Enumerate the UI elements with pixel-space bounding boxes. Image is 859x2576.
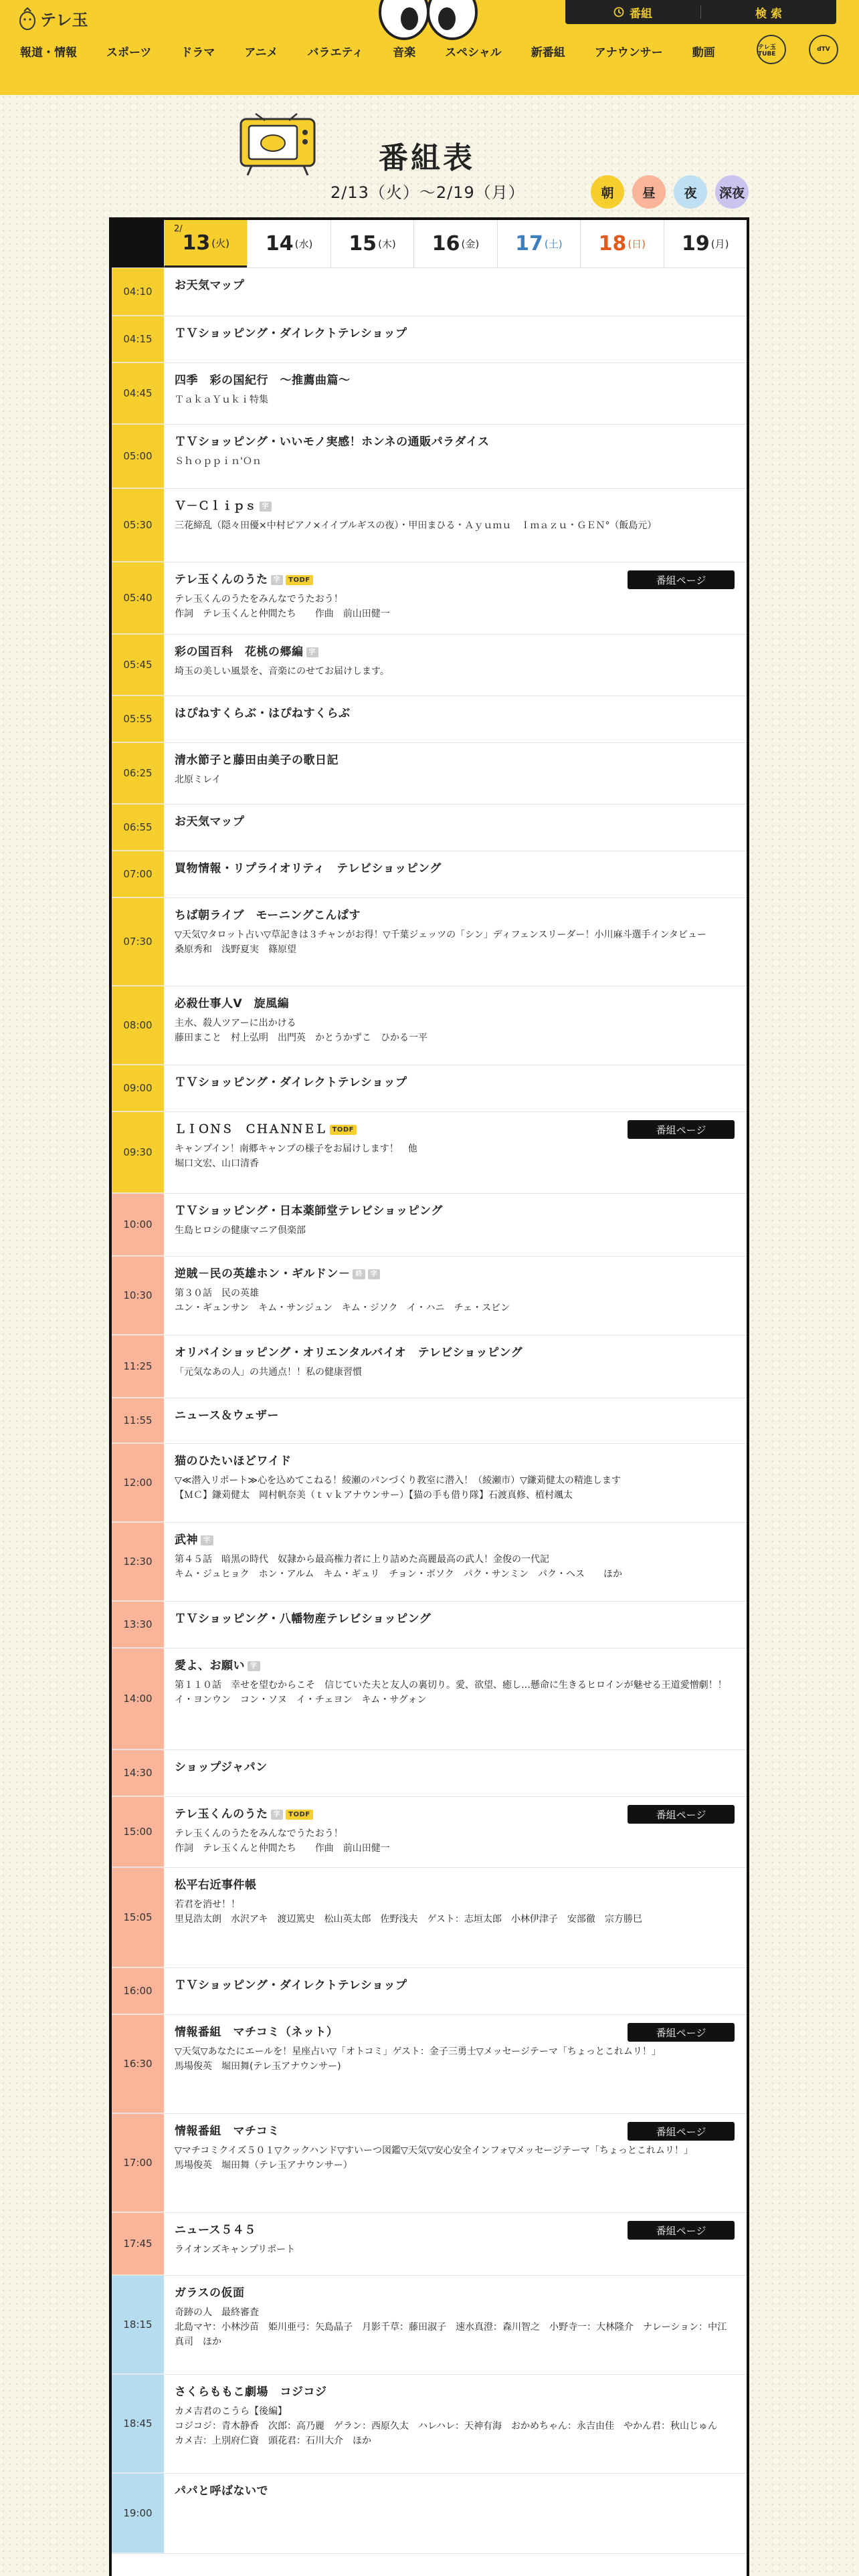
program-title-line xyxy=(175,1658,736,1674)
program-info xyxy=(164,1065,747,1111)
search-link-label: 検 索 xyxy=(755,7,782,21)
program-description: ▽天気▽タロット占い▽草記きは３チャンがお得！▽千葉ジェッツの「シン」ディフェンスリーダー！小川麻斗選手インタビュー xyxy=(175,930,706,940)
program-time: 06:55 xyxy=(112,804,164,851)
program-title[interactable]: テレ玉くんのうた xyxy=(175,1808,268,1821)
program-row[interactable] xyxy=(112,1868,747,1968)
program-title-line xyxy=(175,372,736,389)
program-info xyxy=(164,489,747,562)
program-badge: 終 xyxy=(353,1269,365,1279)
nav-item-announcers[interactable]: アナウンサー xyxy=(594,46,663,60)
program-title[interactable]: ＴＶショッピング・ダイレクトテレショップ xyxy=(175,327,407,340)
program-description: 若君を消せ！！ xyxy=(175,1899,240,1910)
program-row[interactable] xyxy=(112,2213,747,2276)
program-info xyxy=(164,804,747,851)
program-badge: 字 xyxy=(368,1269,381,1279)
program-title-line xyxy=(175,1075,736,1091)
program-time: 13:30 xyxy=(112,1602,164,1648)
program-time: 10:30 xyxy=(112,1257,164,1335)
program-time: 08:00 xyxy=(112,986,164,1065)
program-row[interactable] xyxy=(112,804,747,851)
weekday: (月) xyxy=(710,238,729,250)
program-row[interactable] xyxy=(112,696,747,743)
program-info xyxy=(164,986,747,1065)
program-time: 11:25 xyxy=(112,1335,164,1398)
day-tab-17[interactable] xyxy=(497,220,580,267)
program-title[interactable]: ＴＶショッピング・いいモノ実感！ホンネの通販パラダイス xyxy=(175,435,490,449)
program-description: 三花締乱（隠々田優×中村ピアノ×イイブルギスの夜）・甲田まひる・Ａｙｕｍｕ Ｉｍａｚｕ・ＧＥＮ°（飯島元） xyxy=(175,520,657,531)
program-time: 09:30 xyxy=(112,1112,164,1193)
tv-mascot-icon xyxy=(235,112,322,177)
program-title-line xyxy=(175,2384,736,2400)
program-info xyxy=(164,1648,747,1749)
program-title-line xyxy=(175,1877,736,1893)
program-badge: TODF xyxy=(286,1810,312,1820)
program-cast: ユン・ギュンサン キム・サンジュン キム・ジソク イ・ハニ チェ・スビン xyxy=(175,1303,510,1313)
page-title: 番組表 xyxy=(379,141,475,175)
program-title[interactable]: 逆賊－民の英雄ホン・ギルドン－ xyxy=(175,1267,351,1281)
program-time: 18:15 xyxy=(112,2276,164,2374)
program-list xyxy=(112,268,747,2554)
program-description: ＴａｋａＹｕｋｉ特集 xyxy=(175,395,268,405)
program-title-line xyxy=(175,996,736,1012)
program-title[interactable]: 愛よ、お願い xyxy=(175,1659,245,1673)
program-info xyxy=(164,316,747,362)
header-zigzag-edge xyxy=(0,84,859,98)
program-row[interactable] xyxy=(112,1194,747,1257)
program-title-line xyxy=(175,326,736,342)
program-title-line xyxy=(175,278,736,294)
program-row[interactable] xyxy=(112,1968,747,2015)
search-link[interactable] xyxy=(701,0,836,24)
tube-link[interactable]: テレ玉TUBE xyxy=(757,35,786,64)
program-info xyxy=(164,743,747,804)
program-row[interactable] xyxy=(112,2375,747,2474)
program-title-line xyxy=(175,1977,736,1994)
program-time: 05:30 xyxy=(112,489,164,562)
program-schedule xyxy=(109,217,749,2576)
weekday: (木) xyxy=(378,238,396,250)
program-title-line xyxy=(175,1532,736,1548)
program-title-line xyxy=(175,861,736,877)
program-title-line xyxy=(175,1408,736,1424)
program-info xyxy=(164,1602,747,1648)
program-badge: 字 xyxy=(271,575,284,585)
program-description: 「元気なあの人」の共通点！！私の健康習慣 xyxy=(175,1367,362,1378)
time-column-header xyxy=(112,220,164,267)
program-title-line xyxy=(175,644,736,660)
program-title[interactable]: ＬＩＯＮＳ ＣＨＡＮＮＥＬ xyxy=(175,1123,327,1136)
program-title-line xyxy=(175,434,736,450)
program-title-line xyxy=(175,1345,736,1361)
program-cast: 作詞 テレ玉くんと仲間たち 作曲 前山田健一 xyxy=(175,609,390,619)
program-cast: 作詞 テレ玉くんと仲間たち 作曲 前山田健一 xyxy=(175,1843,390,1854)
nav-item-special[interactable]: スペシャル xyxy=(445,46,502,60)
program-page-button[interactable]: 番組ページ xyxy=(628,2023,735,2042)
day-tab-14[interactable] xyxy=(247,220,330,267)
weekday: (金) xyxy=(461,238,480,250)
program-row[interactable] xyxy=(112,1797,747,1868)
program-info xyxy=(164,1257,747,1335)
program-description: ▽天気▽あなたにエールを！星座占い▽「オトコミ」ゲスト：金子三勇士▽メッセージテーマ「ちょっとこれムリ！」 xyxy=(175,2046,661,2057)
program-title-line xyxy=(175,706,736,722)
program-title[interactable]: Ｖ－Ｃｌｉｐｓ xyxy=(175,500,257,513)
program-cast: 北島マヤ：小林沙苗 姫川亜弓：矢島晶子 月影千草：藤田淑子 速水真澄：森川智之 小野寺一：大林隆介 ナレーション：中江真司 ほか xyxy=(175,2322,727,2347)
program-title[interactable]: さくらももこ劇場 コジコジ xyxy=(175,2385,327,2399)
program-cast: 里見浩太朗 水沢アキ 渡辺篤史 松山英太郎 佐野浅夫 ゲスト：志垣太郎 小林伊津子 安部徹 宗方勝巳 xyxy=(175,1914,642,1925)
program-description: カメ吉君のこうら【後編】 xyxy=(175,2406,287,2417)
slot-morning-button[interactable]: 朝 xyxy=(591,175,624,209)
program-time: 07:30 xyxy=(112,898,164,986)
program-info xyxy=(164,1968,747,2014)
program-row[interactable] xyxy=(112,1065,747,1112)
weekday: (水) xyxy=(294,238,313,250)
program-time: 15:05 xyxy=(112,1868,164,1967)
program-title[interactable]: ニュース＆ウェザー xyxy=(175,1409,279,1422)
program-title[interactable]: 彩の国百科 花桃の郷編 xyxy=(175,645,304,659)
program-title-line xyxy=(175,752,736,768)
program-description: テレ玉くんのうたをみんなでうたおう！ xyxy=(175,1828,343,1839)
program-description: 北原ミレイ xyxy=(175,774,221,785)
day-number: 16 xyxy=(432,232,460,255)
day-tab-19[interactable] xyxy=(664,220,747,267)
month-label: 2/ xyxy=(174,224,183,234)
program-description: テレ玉くんのうたをみんなでうたおう！ xyxy=(175,594,343,605)
program-description: ライオンズキャンプリポート xyxy=(175,2244,296,2255)
program-time: 19:00 xyxy=(112,2474,164,2553)
program-cast: 桑原秀和 浅野夏実 篠原望 xyxy=(175,944,296,955)
day-number: 13 xyxy=(182,231,211,255)
egg-mascot-icon xyxy=(19,7,36,30)
program-row[interactable] xyxy=(112,1750,747,1797)
program-info xyxy=(164,1444,747,1522)
program-title-line xyxy=(175,498,736,514)
schedule-link[interactable] xyxy=(565,0,700,24)
program-time: 17:00 xyxy=(112,2114,164,2212)
program-cast: コジコジ：青木静香 次郎：高乃麗 ゲラン：西原久太 ハレハレ：天神有海 おかめちゃん：永吉由佳 やかん君：秋山じゅん カメ吉：上別府仁資 頭花君：石川大介 ほか xyxy=(175,2421,727,2446)
program-title-line xyxy=(175,814,736,830)
program-title[interactable]: オリバイショッピング・オリエンタルバイオ テレビショッピング xyxy=(175,1346,523,1360)
clock-icon xyxy=(613,7,624,17)
site-header xyxy=(0,0,859,95)
program-title[interactable]: パパと呼ばないで xyxy=(175,2484,268,2498)
program-badge: 字 xyxy=(248,1661,260,1671)
program-description: 第４５話 暗黒の時代 奴隷から最高権力者に上り詰めた高麗最高の武人！金俊の一代記 xyxy=(175,1554,549,1565)
weekday: (土) xyxy=(544,238,563,250)
program-info xyxy=(164,1398,747,1443)
day-number: 17 xyxy=(515,232,543,255)
program-row[interactable] xyxy=(112,1257,747,1335)
program-info xyxy=(164,1335,747,1398)
program-badge: 字 xyxy=(260,502,272,512)
program-title[interactable]: 四季 彩の国紀行 ～推薦曲篇～ xyxy=(175,374,351,387)
date-range: 2/13（火）〜2/19（月） xyxy=(330,183,525,202)
program-page-button[interactable]: 番組ページ xyxy=(628,2122,735,2141)
time-slot-filters xyxy=(591,175,749,209)
program-row[interactable] xyxy=(112,2474,747,2554)
nav-item-drama[interactable]: ドラマ xyxy=(181,46,215,60)
program-time: 14:00 xyxy=(112,1648,164,1749)
program-title-line xyxy=(175,1759,736,1776)
day-tabs xyxy=(112,220,747,268)
program-time: 05:45 xyxy=(112,635,164,695)
program-title[interactable]: ニュース５４５ xyxy=(175,2224,256,2237)
program-title[interactable]: 武神 xyxy=(175,1533,198,1547)
program-row[interactable] xyxy=(112,363,747,425)
program-info xyxy=(164,635,747,695)
program-info xyxy=(164,1523,747,1601)
program-time: 05:55 xyxy=(112,696,164,742)
program-title[interactable]: ショップジャパン xyxy=(175,1761,268,1774)
program-title[interactable]: 買物情報・リプライオリティ テレビショッピング xyxy=(175,862,442,875)
program-cast: 馬場俊英 堀田舞（テレ玉アナウンサー） xyxy=(175,2160,353,2171)
program-badge: TODF xyxy=(286,575,312,585)
program-row[interactable] xyxy=(112,743,747,804)
day-tab-13[interactable] xyxy=(164,220,247,267)
program-cast: イ・ヨンウン コン・ソヌ イ・チェヨン キム・サグォン xyxy=(175,1695,427,1705)
program-title-line xyxy=(175,1266,736,1282)
dtv-link[interactable]: dTV xyxy=(809,35,838,64)
program-description: 奇跡の人 最終審査 xyxy=(175,2307,259,2318)
nav-item-anime[interactable]: アニメ xyxy=(244,46,278,60)
program-info xyxy=(164,562,747,634)
program-row[interactable] xyxy=(112,898,747,986)
program-row[interactable] xyxy=(112,425,747,489)
program-badge: 字 xyxy=(306,647,319,657)
program-title[interactable]: ＴＶショッピング・ダイレクトテレショップ xyxy=(175,1076,407,1089)
program-info xyxy=(164,2375,747,2473)
program-cast: キム・ジュヒョク ホン・アルム キム・ギュリ チョン・ボソク パク・サンミン パク・ヘス ほか xyxy=(175,1569,623,1580)
top-utility-bar xyxy=(565,0,836,24)
program-row[interactable] xyxy=(112,1523,747,1602)
program-time: 16:30 xyxy=(112,2015,164,2113)
nav-item-videos[interactable]: 動画 xyxy=(692,46,715,60)
nav-item-music[interactable]: 音楽 xyxy=(393,46,416,60)
program-cast: 藤田まこと 村上弘明 出門英 かとうかずこ ひかる一平 xyxy=(175,1033,427,1043)
program-description: 主水、殺人ツアーに出かける xyxy=(175,1018,296,1029)
day-number: 18 xyxy=(598,232,627,255)
program-row[interactable] xyxy=(112,2276,747,2375)
program-title-line xyxy=(175,907,736,924)
program-title[interactable]: ＴＶショッピング・八幡物産テレビショッピング xyxy=(175,1612,432,1626)
program-time: 12:00 xyxy=(112,1444,164,1522)
program-info xyxy=(164,1194,747,1256)
program-title[interactable]: ちば朝ライブ モーニングこんぱす xyxy=(175,909,361,922)
program-info xyxy=(164,1112,747,1193)
slot-night-button[interactable]: 夜 xyxy=(674,175,707,209)
program-info xyxy=(164,1868,747,1967)
program-time: 05:00 xyxy=(112,425,164,488)
program-time: 12:30 xyxy=(112,1523,164,1601)
weekday: (日) xyxy=(628,238,646,250)
program-page-button[interactable]: 番組ページ xyxy=(628,1120,735,1139)
program-time: 04:15 xyxy=(112,316,164,362)
program-title[interactable]: 猫のひたいほどワイド xyxy=(175,1455,292,1468)
day-number: 19 xyxy=(682,232,710,255)
program-info xyxy=(164,851,747,897)
nav-item-new-programs[interactable]: 新番組 xyxy=(531,46,565,60)
program-time: 06:25 xyxy=(112,743,164,804)
program-description: Ｓｈｏｐｐｉｎ'Ｏｎ xyxy=(175,456,262,467)
logo-text: テレ玉 xyxy=(40,11,88,29)
day-tab-18[interactable] xyxy=(580,220,663,267)
program-info xyxy=(164,268,747,316)
weekday: (火) xyxy=(211,237,229,249)
program-badge: 字 xyxy=(201,1535,213,1545)
program-page-button[interactable]: 番組ページ xyxy=(628,570,735,589)
program-title[interactable]: はぴねすくらぶ・はぴねすくらぶ xyxy=(175,707,351,720)
program-time: 04:45 xyxy=(112,363,164,424)
program-info xyxy=(164,363,747,424)
program-time: 14:30 xyxy=(112,1750,164,1796)
program-title[interactable]: お天気マップ xyxy=(175,279,245,292)
program-description: キャンプイン！南郷キャンプの様子をお届けします！ 他 xyxy=(175,1144,417,1154)
slot-latenight-button[interactable]: 深夜 xyxy=(715,175,749,209)
program-description: 埼玉の美しい風景を、音楽にのせてお届けします。 xyxy=(175,666,389,677)
program-title[interactable]: ガラスの仮面 xyxy=(175,2286,245,2300)
program-row[interactable] xyxy=(112,986,747,1065)
nav-item-news[interactable]: 報道・情報 xyxy=(20,46,77,60)
program-cast: 【ＭＣ】鎌苅健太 岡村帆奈美（ｔｖｋアナウンサー）【猫の手も借り隊】石渡真修、植村颯太 xyxy=(175,1490,573,1501)
main-nav xyxy=(20,43,745,60)
day-tab-15[interactable] xyxy=(330,220,413,267)
program-time: 04:10 xyxy=(112,268,164,316)
program-info xyxy=(164,1750,747,1796)
program-cast: 堀口文宏、山口清香 xyxy=(175,1158,259,1169)
program-badge: 字 xyxy=(271,1810,284,1820)
program-row[interactable] xyxy=(112,635,747,696)
program-row[interactable] xyxy=(112,1648,747,1750)
program-title[interactable]: テレ玉くんのうた xyxy=(175,573,268,586)
program-time: 07:00 xyxy=(112,851,164,897)
program-title-line xyxy=(175,1203,736,1219)
program-row[interactable] xyxy=(112,562,747,635)
program-cast: 馬場俊英 堀田舞(テレ玉アナウンサー) xyxy=(175,2061,341,2072)
program-time: 16:00 xyxy=(112,1968,164,2014)
program-time: 05:40 xyxy=(112,562,164,634)
program-info xyxy=(164,2474,747,2553)
program-info xyxy=(164,898,747,986)
program-time: 10:00 xyxy=(112,1194,164,1256)
program-title-line xyxy=(175,1453,736,1469)
program-row[interactable] xyxy=(112,489,747,562)
program-info xyxy=(164,2213,747,2275)
program-title-line xyxy=(175,1611,736,1627)
program-time: 17:45 xyxy=(112,2213,164,2275)
program-row[interactable] xyxy=(112,1112,747,1194)
program-row[interactable] xyxy=(112,2015,747,2114)
nav-item-sports[interactable]: スポーツ xyxy=(106,46,152,60)
program-info xyxy=(164,2114,747,2212)
program-description: 生島ヒロシの健康マニア倶楽部 xyxy=(175,1225,306,1236)
program-row[interactable] xyxy=(112,268,747,316)
program-title-line xyxy=(175,2483,736,2499)
program-title[interactable]: ＴＶショッピング・日本薬師堂テレビショッピング xyxy=(175,1204,443,1218)
nav-item-variety[interactable]: バラエティ xyxy=(307,46,364,60)
program-page-button[interactable]: 番組ページ xyxy=(628,2221,735,2240)
program-title-line xyxy=(175,2285,736,2301)
program-time: 11:55 xyxy=(112,1398,164,1443)
day-number: 15 xyxy=(349,232,377,255)
site-logo[interactable] xyxy=(19,7,88,30)
program-row[interactable] xyxy=(112,316,747,363)
program-description: 第１１０話 幸せを望むからこそ 信じていた夫と友人の裏切り。愛、欲望、癒し…懸命に生きるヒロインが魅せる王道愛憎劇！！ xyxy=(175,1680,727,1691)
program-title[interactable]: お天気マップ xyxy=(175,815,245,829)
program-title[interactable]: 情報番組 マチコミ（ネット） xyxy=(175,2026,339,2039)
program-info xyxy=(164,2276,747,2374)
day-number: 14 xyxy=(265,232,294,255)
program-time: 15:00 xyxy=(112,1797,164,1867)
program-title[interactable]: ＴＶショッピング・ダイレクトテレショップ xyxy=(175,1979,407,1992)
program-title[interactable]: 松平右近事件帳 xyxy=(175,1879,257,1892)
mascot-eyes-icon xyxy=(375,0,482,40)
program-title[interactable]: 必殺仕事人Ⅴ 旋風編 xyxy=(175,997,290,1010)
program-time: 09:00 xyxy=(112,1065,164,1111)
program-page-button[interactable]: 番組ページ xyxy=(628,1805,735,1824)
program-description: 第３０話 民の英雄 xyxy=(175,1288,259,1299)
program-title[interactable]: 情報番組 マチコミ xyxy=(175,2125,280,2138)
program-row[interactable] xyxy=(112,851,747,898)
program-row[interactable] xyxy=(112,1444,747,1523)
schedule-link-label: 番組 xyxy=(630,7,652,21)
day-tab-16[interactable] xyxy=(413,220,496,267)
program-info xyxy=(164,2015,747,2113)
program-info xyxy=(164,1797,747,1867)
program-description: ▽マチコミクイズ５０１▽クックハンド▽すいーつ図鑑▽天気▽安心安全インフォ▽メッセージテーマ「ちょっとこれムリ！」 xyxy=(175,2145,693,2156)
program-description: ▽≪潜入リポート≫心を込めてこねる！綾瀬のパンづくり教室に潜入！（綾瀬市）▽鎌苅健太の精進します xyxy=(175,1475,621,1486)
program-info xyxy=(164,425,747,488)
program-row[interactable] xyxy=(112,2114,747,2213)
program-row[interactable] xyxy=(112,1398,747,1444)
program-badge: TODF xyxy=(330,1125,357,1135)
program-row[interactable] xyxy=(112,1602,747,1648)
program-info xyxy=(164,696,747,742)
program-title[interactable]: 清水節子と藤田由美子の歌日記 xyxy=(175,754,339,767)
slot-daytime-button[interactable]: 昼 xyxy=(632,175,666,209)
program-row[interactable] xyxy=(112,1335,747,1398)
program-time: 18:45 xyxy=(112,2375,164,2473)
